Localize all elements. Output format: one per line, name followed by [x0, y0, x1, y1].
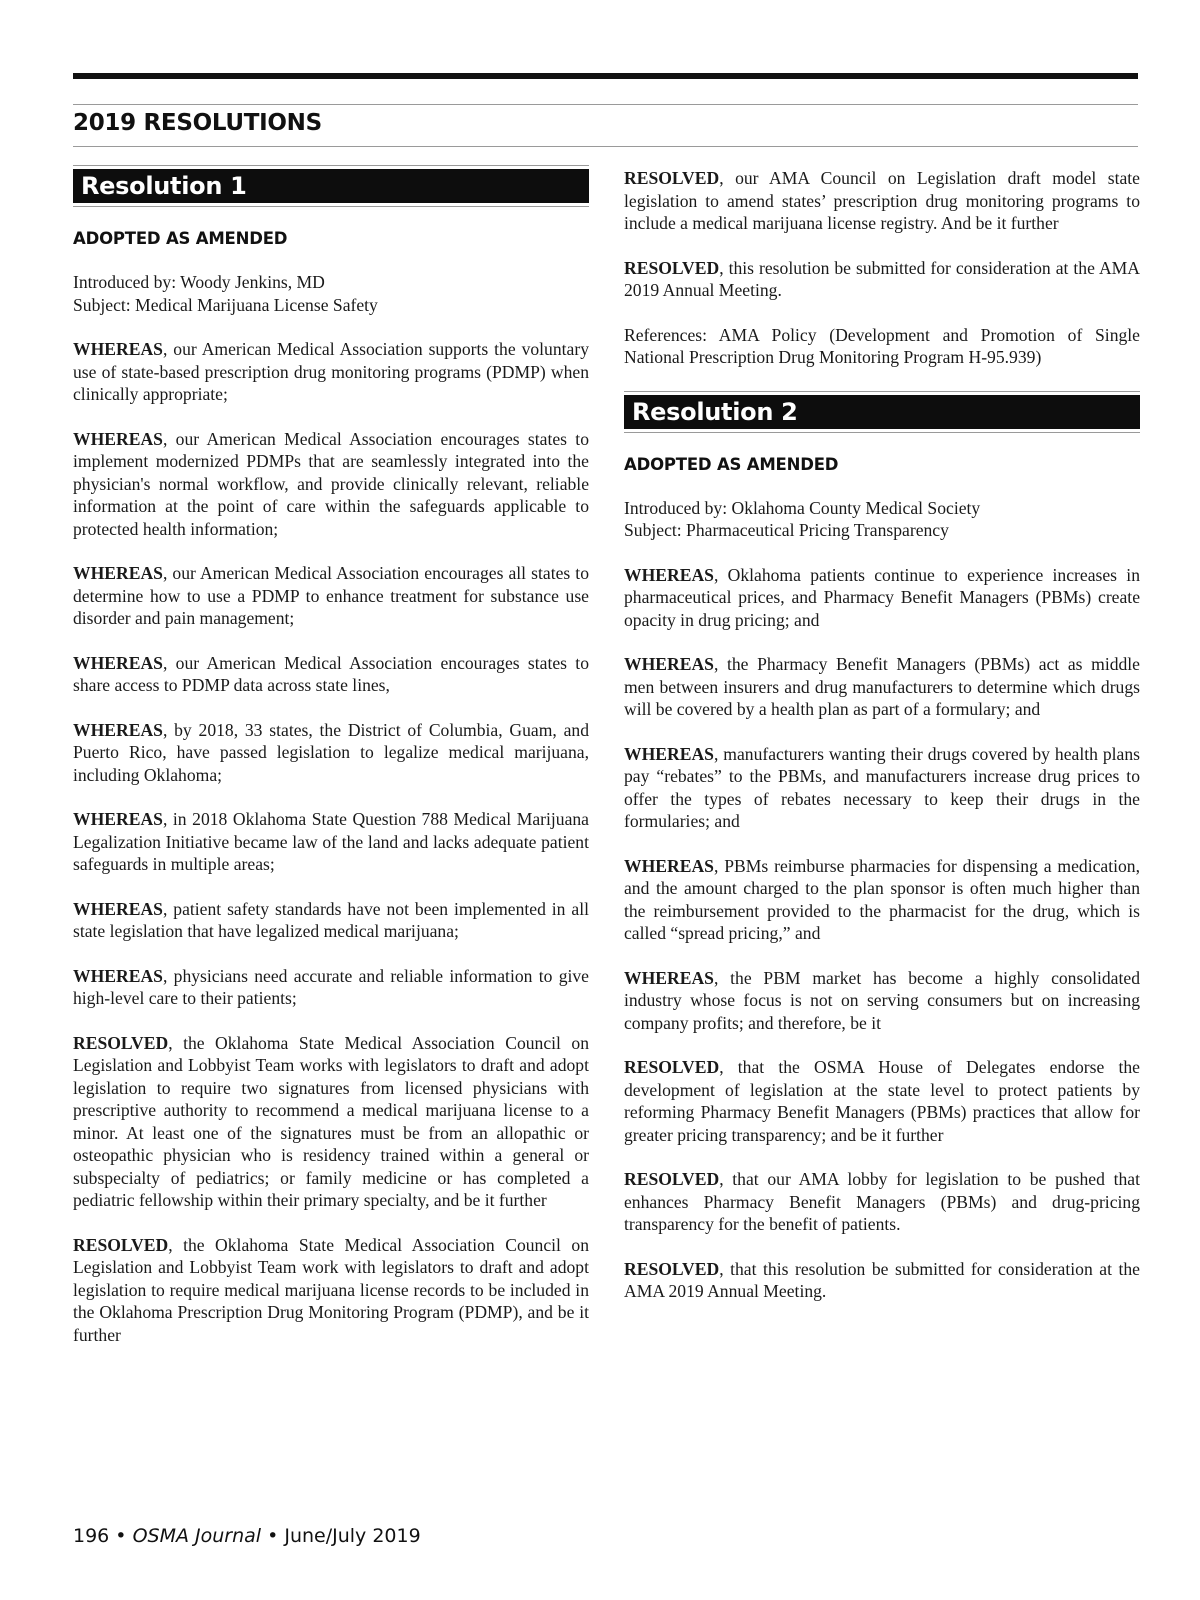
resolution-1-paragraph: [73, 965, 589, 1010]
paragraph-lead: WHEREAS: [73, 965, 163, 986]
references-text: References: AMA Policy (Development and Promotion of Single National Prescription Drug Monitoring Program H-95.939): [624, 324, 1140, 367]
resolution-1-introduced-by: Introduced by: Woody Jenkins, MD: [73, 272, 325, 292]
resolution-2-meta: [624, 497, 1140, 542]
paragraph-lead: WHEREAS: [624, 564, 714, 585]
paragraph-lead: RESOLVED: [624, 1057, 720, 1077]
paragraph-lead: WHEREAS: [624, 855, 714, 876]
paragraph-text: , PBMs reimburse pharmacies for dispensing a medication, and the amount charged to the plan sponsor is often much higher than the reimbursement provided to the pharmacist for the drug, which is called “spread pricing,” and: [624, 855, 1140, 943]
paragraph-text: , our American Medical Association encourages states to share access to PDMP data across state lines,: [73, 652, 589, 695]
resolution-1-paragraph: [73, 898, 589, 943]
paragraph-lead: WHEREAS: [73, 809, 163, 829]
page-heading: 2019 RESOLUTIONS: [73, 110, 322, 136]
footer-issue: • June/July 2019: [267, 1525, 421, 1547]
paragraph-lead: RESOLVED: [624, 168, 720, 188]
resolution-1-meta: [73, 271, 589, 316]
paragraph-text: , our AMA Council on Legislation draft model state legislation to amend states’ prescription drug monitoring programs to include a medical marijuana license registry. And be it further: [624, 168, 1140, 233]
resolution-1-paragraph: [73, 808, 589, 876]
paragraph-text: , in 2018 Oklahoma State Question 788 Medical Marijuana Legalization Initiative became law of the land and lacks adequate patient safeguards in multiple areas;: [73, 809, 589, 874]
paragraph-lead: WHEREAS: [624, 967, 714, 988]
paragraph-text: , our American Medical Association encourages states to implement modernized PDMPs that are seamlessly integrated into the physician's normal workflow, and provide clinically relevant, reliable information at the point of care within the safeguards applicable to protected health information;: [73, 428, 589, 539]
resolution-2-banner: [624, 391, 1140, 433]
paragraph-lead: WHEREAS: [624, 654, 714, 674]
paragraph-lead: RESOLVED: [624, 1169, 720, 1189]
resolution-2-introduced-by: Introduced by: Oklahoma County Medical Society: [624, 497, 981, 518]
resolution-1-banner: [73, 165, 589, 207]
paragraph-lead: WHEREAS: [73, 719, 163, 740]
resolution-2-paragraph: [624, 855, 1140, 945]
page-footer: [73, 1525, 421, 1547]
paragraph-lead: WHEREAS: [73, 428, 163, 449]
resolution-2-subject: Subject: Pharmaceutical Pricing Transparency: [624, 520, 949, 540]
paragraph-lead: RESOLVED: [73, 1032, 169, 1053]
resolution-1-paragraph: [73, 338, 589, 406]
paragraph-text: , that the OSMA House of Delegates endorse the development of legislation at the state level to protect patients by reforming Pharmacy Benefit Managers (PBMs) practices that allow for greater pricing transparency; and be it further: [624, 1057, 1140, 1145]
resolution-1-paragraph: [73, 428, 589, 541]
resolution-2-status: ADOPTED AS AMENDED: [624, 454, 839, 474]
left-column: [73, 165, 589, 1368]
resolution-1-paragraph: [73, 562, 589, 630]
footer-publication: OSMA Journal: [132, 1525, 262, 1547]
resolution-1-paragraph: [624, 257, 1140, 302]
paragraph-lead: RESOLVED: [624, 257, 720, 278]
paragraph-text: , our American Medical Association supports the voluntary use of state-based prescription drug monitoring programs (PDMP) when clinically appropriate;: [73, 339, 589, 404]
paragraph-lead: WHEREAS: [73, 652, 163, 673]
paragraph-text: , the Oklahoma State Medical Association Council on Legislation and Lobbyist Team work with legislators to draft and adopt legislation to require medical marijuana license records to be included in the Oklahoma Prescription Drug Monitoring Program (PDMP), and be it further: [73, 1234, 589, 1345]
resolution-2-title: Resolution 2: [624, 395, 1140, 429]
resolution-1-paragraph: [73, 1234, 589, 1347]
resolution-1-subject: Subject: Medical Marijuana License Safety: [73, 294, 378, 315]
paragraph-text: , that our AMA lobby for legislation to be pushed that enhances Pharmacy Benefit Managers (PBMs) and drug-pricing transparency for the benefit of patients.: [624, 1169, 1140, 1234]
footer-page-number: 196 •: [73, 1525, 127, 1547]
resolution-1-status: ADOPTED AS AMENDED: [73, 229, 288, 248]
paragraph-lead: WHEREAS: [73, 898, 163, 919]
paragraph-lead: WHEREAS: [73, 563, 163, 583]
paragraph-text: , manufacturers wanting their drugs covered by health plans pay “rebates” to the PBMs, and manufacturers increase drug prices to offer the types of rebates necessary to keep their drugs in the formularies; and: [624, 743, 1140, 831]
resolution-2-paragraph: [624, 1056, 1140, 1146]
paragraph-text: , physicians need accurate and reliable information to give high-level care to their patients;: [73, 965, 589, 1008]
resolution-1-title: Resolution 1: [73, 169, 589, 203]
resolution-2-paragraph: [624, 653, 1140, 721]
paragraph-text: , this resolution be submitted for consideration at the AMA 2019 Annual Meeting.: [624, 257, 1140, 300]
paragraph-lead: RESOLVED: [73, 1234, 169, 1255]
resolution-1-paragraph: [73, 1032, 589, 1212]
resolution-2-paragraph: [624, 1168, 1140, 1236]
resolution-1-paragraph: [624, 167, 1140, 235]
paragraph-lead: WHEREAS: [73, 339, 163, 359]
resolution-1-paragraph: [73, 719, 589, 787]
paragraph-text: , the Pharmacy Benefit Managers (PBMs) act as middle men between insurers and drug manufacturers to determine which drugs will be covered by a health plan as part of a formulary; and: [624, 654, 1140, 719]
paragraph-text: , patient safety standards have not been implemented in all state legislation that have legalized medical marijuana;: [73, 898, 589, 941]
resolution-2-paragraph: [624, 967, 1140, 1035]
paragraph-text: , Oklahoma patients continue to experience increases in pharmaceutical prices, and Pharmacy Benefit Managers (PBMs) create opacity in drug pricing; and: [624, 564, 1140, 630]
paragraph-text: , that this resolution be submitted for consideration at the AMA 2019 Annual Meeting.: [624, 1258, 1140, 1301]
paragraph-lead: RESOLVED: [624, 1258, 720, 1279]
paragraph-text: , by 2018, 33 states, the District of Columbia, Guam, and Puerto Rico, have passed legislation to legalize medical marijuana, including Oklahoma;: [73, 719, 589, 785]
resolution-1-paragraph: [73, 652, 589, 697]
paragraph-text: , our American Medical Association encourages all states to determine how to use a PDMP to enhance treatment for substance use disorder and pain management;: [73, 563, 589, 628]
paragraph-lead: WHEREAS: [624, 743, 714, 764]
header-rule-bottom: [73, 146, 1138, 147]
header-rule-top: [73, 104, 1138, 105]
right-column: [624, 167, 1140, 1325]
paragraph-text: , the PBM market has become a highly consolidated industry whose focus is not on serving consumers but on increasing company profits; and therefore, be it: [624, 967, 1140, 1033]
top-rule: [73, 73, 1138, 79]
resolution-2-paragraph: [624, 743, 1140, 833]
paragraph-text: , the Oklahoma State Medical Association Council on Legislation and Lobbyist Team works with legislators to draft and adopt legislation to require two signatures from licensed physicians with prescriptive authority to recommend a medical marijuana license to a minor. At least one of the signatures must be from an allopathic or osteopathic physician who is residency trained within a general or subspecialty of pediatrics; or family medicine or has completed a pediatric fellowship within their primary specialty, and be it further: [73, 1032, 589, 1210]
resolution-2-paragraph: [624, 564, 1140, 632]
resolution-2-paragraph: [624, 1258, 1140, 1303]
resolution-1-references: [624, 324, 1140, 369]
